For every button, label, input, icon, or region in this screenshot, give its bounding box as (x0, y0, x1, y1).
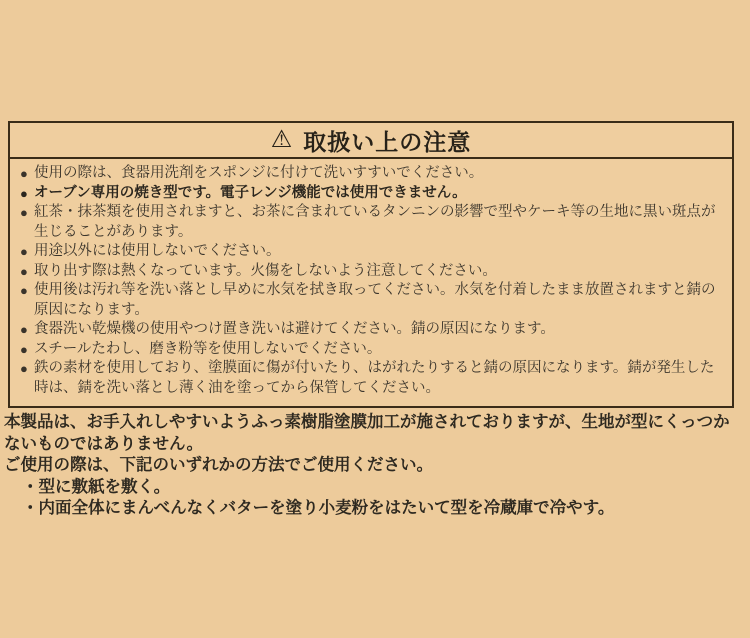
precaution-item (20, 164, 724, 184)
precaution-item (20, 359, 724, 398)
usage-method-item (22, 477, 746, 499)
precaution-text: 鉄の素材を使用しており、塗膜面に傷が付いたり、はがれたりすると錆の原因になります。錆が発生した時は、錆を洗い落とし薄く油を塗ってから保管してください。 (34, 360, 715, 396)
precaution-text: 使用の際は、食器用洗剤をスポンジに付けて洗いすすいでください。 (34, 165, 484, 181)
bullet-marker: ● (20, 205, 28, 220)
precaution-item (20, 320, 724, 340)
bullet-marker: ● (20, 283, 28, 298)
usage-method-text: 型に敷紙を敷く。 (38, 477, 171, 496)
precaution-item (20, 242, 724, 262)
usage-method-item (22, 498, 746, 520)
bullet-marker: ● (20, 244, 28, 259)
bullet-marker: ● (20, 322, 28, 337)
precaution-text: スチールたわし、磨き粉等を使用しないでください。 (34, 340, 382, 357)
usage-method-text: 内面全体にまんべんなくバターを塗り小麦粉をはたいて型を冷蔵庫で冷やす。 (38, 499, 615, 517)
notice-title-text: 取扱い上の注意 (303, 128, 472, 155)
precaution-item (20, 203, 724, 242)
usage-instructions-block (4, 412, 746, 520)
coating-disclaimer-text: 本製品は、お手入れしやすいようふっ素樹脂塗膜加工が施されておりますが、生地が型にくっつかないものではありません。 (4, 413, 730, 453)
precaution-text: 食器洗い乾燥機の使用やつけ置き洗いは避けてください。錆の原因になります。 (34, 321, 555, 337)
notice-title-bar (10, 123, 732, 159)
precaution-text: 取り出す際は熱くなっています。火傷をしないよう注意してください。 (34, 262, 497, 279)
precaution-item (20, 340, 724, 360)
precaution-item (20, 184, 724, 204)
precaution-item (20, 281, 724, 320)
usage-intro-text: ご使用の際は、下記のいずれかの方法でご使用ください。 (4, 456, 433, 474)
precaution-text: 紅茶・抹茶類を使用されますと、お茶に含まれているタンニンの影響で型やケーキ等の生地に黒い斑点が生じることがあります。 (34, 204, 716, 240)
bullet-marker: ● (20, 263, 28, 279)
warning-triangle-icon: ⚠ (270, 126, 294, 153)
precaution-list (10, 159, 732, 406)
bullet-marker: ● (20, 166, 28, 181)
bullet-marker: ● (20, 361, 28, 376)
bullet-marker: ● (20, 185, 28, 201)
precaution-text: 使用後は汚れ等を洗い落とし早めに水気を拭き取ってください。水気を付着したまま放置されますと錆の原因になります。 (34, 282, 716, 318)
dot-marker: ・ (22, 477, 39, 496)
bullet-marker: ● (20, 341, 28, 357)
precaution-text: オーブン専用の焼き型です。電子レンジ機能では使用できません。 (34, 184, 467, 201)
precaution-item (20, 262, 724, 282)
precaution-text: 用途以外には使用しないでください。 (34, 243, 281, 259)
usage-method-list (4, 477, 746, 520)
handling-precautions-box (8, 121, 734, 408)
dot-marker: ・ (22, 499, 39, 517)
